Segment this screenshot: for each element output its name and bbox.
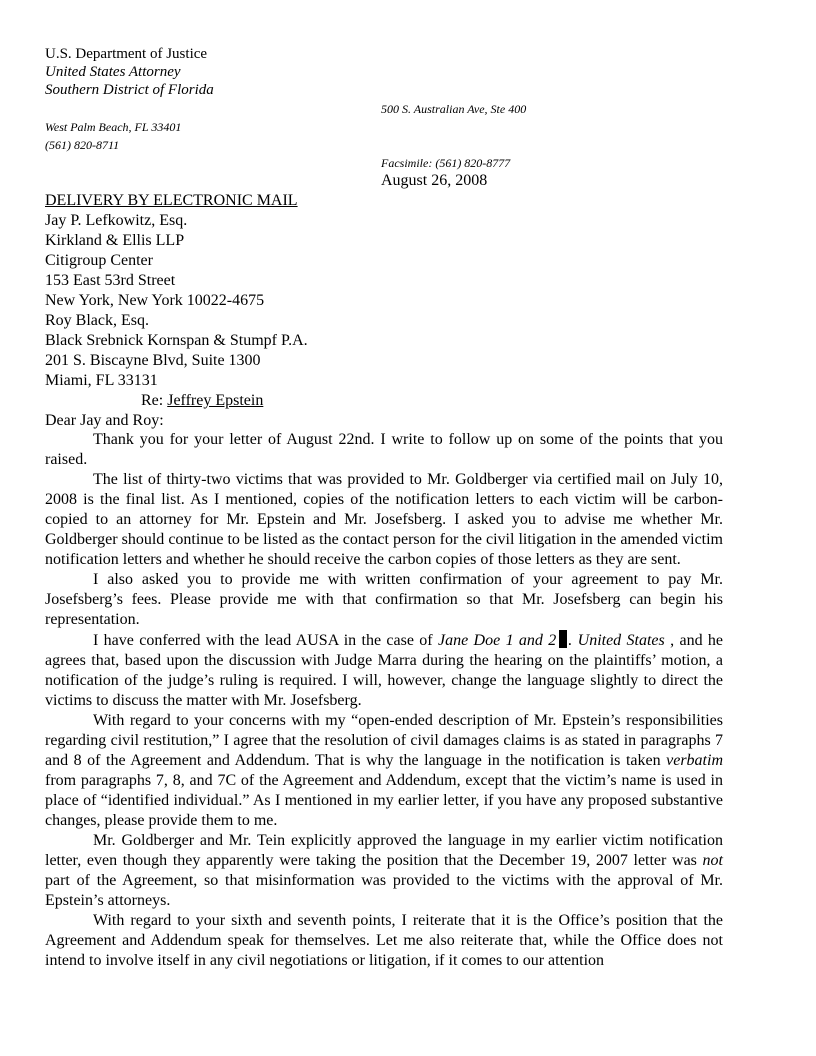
phone-number: (561) 820-8711 [45,138,120,152]
recipient-line: Jay P. Lefkowitz, Esq. [45,212,188,229]
city-address: West Palm Beach, FL 33401 [45,120,182,134]
letter-date: August 26, 2008 [381,172,488,189]
paragraph-text: Mr. Goldberger and Mr. Tein explicitly approved the language in my earlier victim notification letter, even though they apparently were taking the position that the December 19, 2007 letter was [45,832,723,869]
emphasis: verbatim [666,752,723,769]
paragraph-text: , and he agrees that, based upon the discussion with Judge Marra during the hearing on the plaintiffs’ motion, a notification of the judge’s ruling is required. I will, however, change the language slightly to direct the victims to discuss the matter with Mr. Josefsberg. [45,632,724,709]
paragraph-text: I have conferred with the lead AUSA in the case of [93,632,438,649]
redaction-mark [559,630,567,648]
recipient-line: Citigroup Center [45,252,153,269]
re-label: Re: [141,392,168,409]
district-name: Southern District of Florida [45,82,214,98]
paragraph-text: With regard to your concerns with my “open-ended description of Mr. Epstein’s responsibilities regarding civil restitution,” I agree that the resolution of civil damages claims is as stated in paragraphs 7 and 8 of the Agreement and Addendum. That is why the language in the notification is taken [45,712,723,769]
salutation: Dear Jay and Roy: [45,412,164,429]
emphasis: not [702,852,723,869]
paragraph: Thank you for your letter of August 22nd. I write to follow up on some of the points that you raised. [45,431,723,468]
fax-number: Facsimile: (561) 820-8777 [381,156,511,170]
recipient-line: Black Srebnick Kornspan & Stumpf P.A. [45,332,308,349]
case-name: . United States [568,632,665,649]
paragraph-text: part of the Agreement, so that misinformation was provided to the victims with the approval of Mr. Epstein’s attorneys. [45,872,723,909]
recipient-line: Roy Black, Esq. [45,312,149,329]
street-address: 500 S. Australian Ave, Ste 400 [381,102,527,116]
letter-body [45,430,723,971]
paragraph: I also asked you to provide me with written confirmation of your agreement to pay Mr. Josefsberg’s fees. Please provide me with that confirmation so that Mr. Josefsberg can begin his representation. [45,571,723,628]
delivery-method: DELIVERY BY ELECTRONIC MAIL [45,192,298,209]
recipient-line: 201 S. Biscayne Blvd, Suite 1300 [45,352,261,369]
department-name: U.S. Department of Justice [45,46,208,62]
paragraph [45,630,723,711]
paragraph-text: from paragraphs 7, 8, and 7C of the Agreement and Addendum, except that the victim’s name is used in place of “identified individual.” As I mentioned in my earlier letter, if you have any proposed substantive changes, please provide them to me. [45,772,723,829]
case-name: Jane Doe 1 and 2 [438,632,557,649]
paragraph: With regard to your sixth and seventh points, I reiterate that it is the Office’s position that the Agreement and Addendum speak for themselves. Let me also reiterate that, while the Office does not intend to involve itself in any civil negotiations or litigation, if it comes to our attention [45,912,723,969]
recipient-line: Kirkland & Ellis LLP [45,232,185,249]
re-subject: Jeffrey Epstein [167,392,264,409]
paragraph [45,711,723,831]
recipient-line: 153 East 53rd Street [45,272,176,289]
paragraph: The list of thirty-two victims that was provided to Mr. Goldberger via certified mail on July 10, 2008 is the final list. As I mentioned, copies of the notification letters to each victim will be carbon-copied to an attorney for Mr. Epstein and Mr. Josefsberg. I asked you to advise me whether Mr. Goldberger should continue to be listed as the contact person for the civil litigation in the amended victim notification letters and whether he should receive the carbon copies of those letters as they are sent. [45,471,723,568]
paragraph [45,831,723,911]
recipient-line: New York, New York 10022-4675 [45,292,265,309]
recipient-line: Miami, FL 33131 [45,372,158,389]
re-line [141,391,263,411]
office-name: United States Attorney [45,64,181,80]
